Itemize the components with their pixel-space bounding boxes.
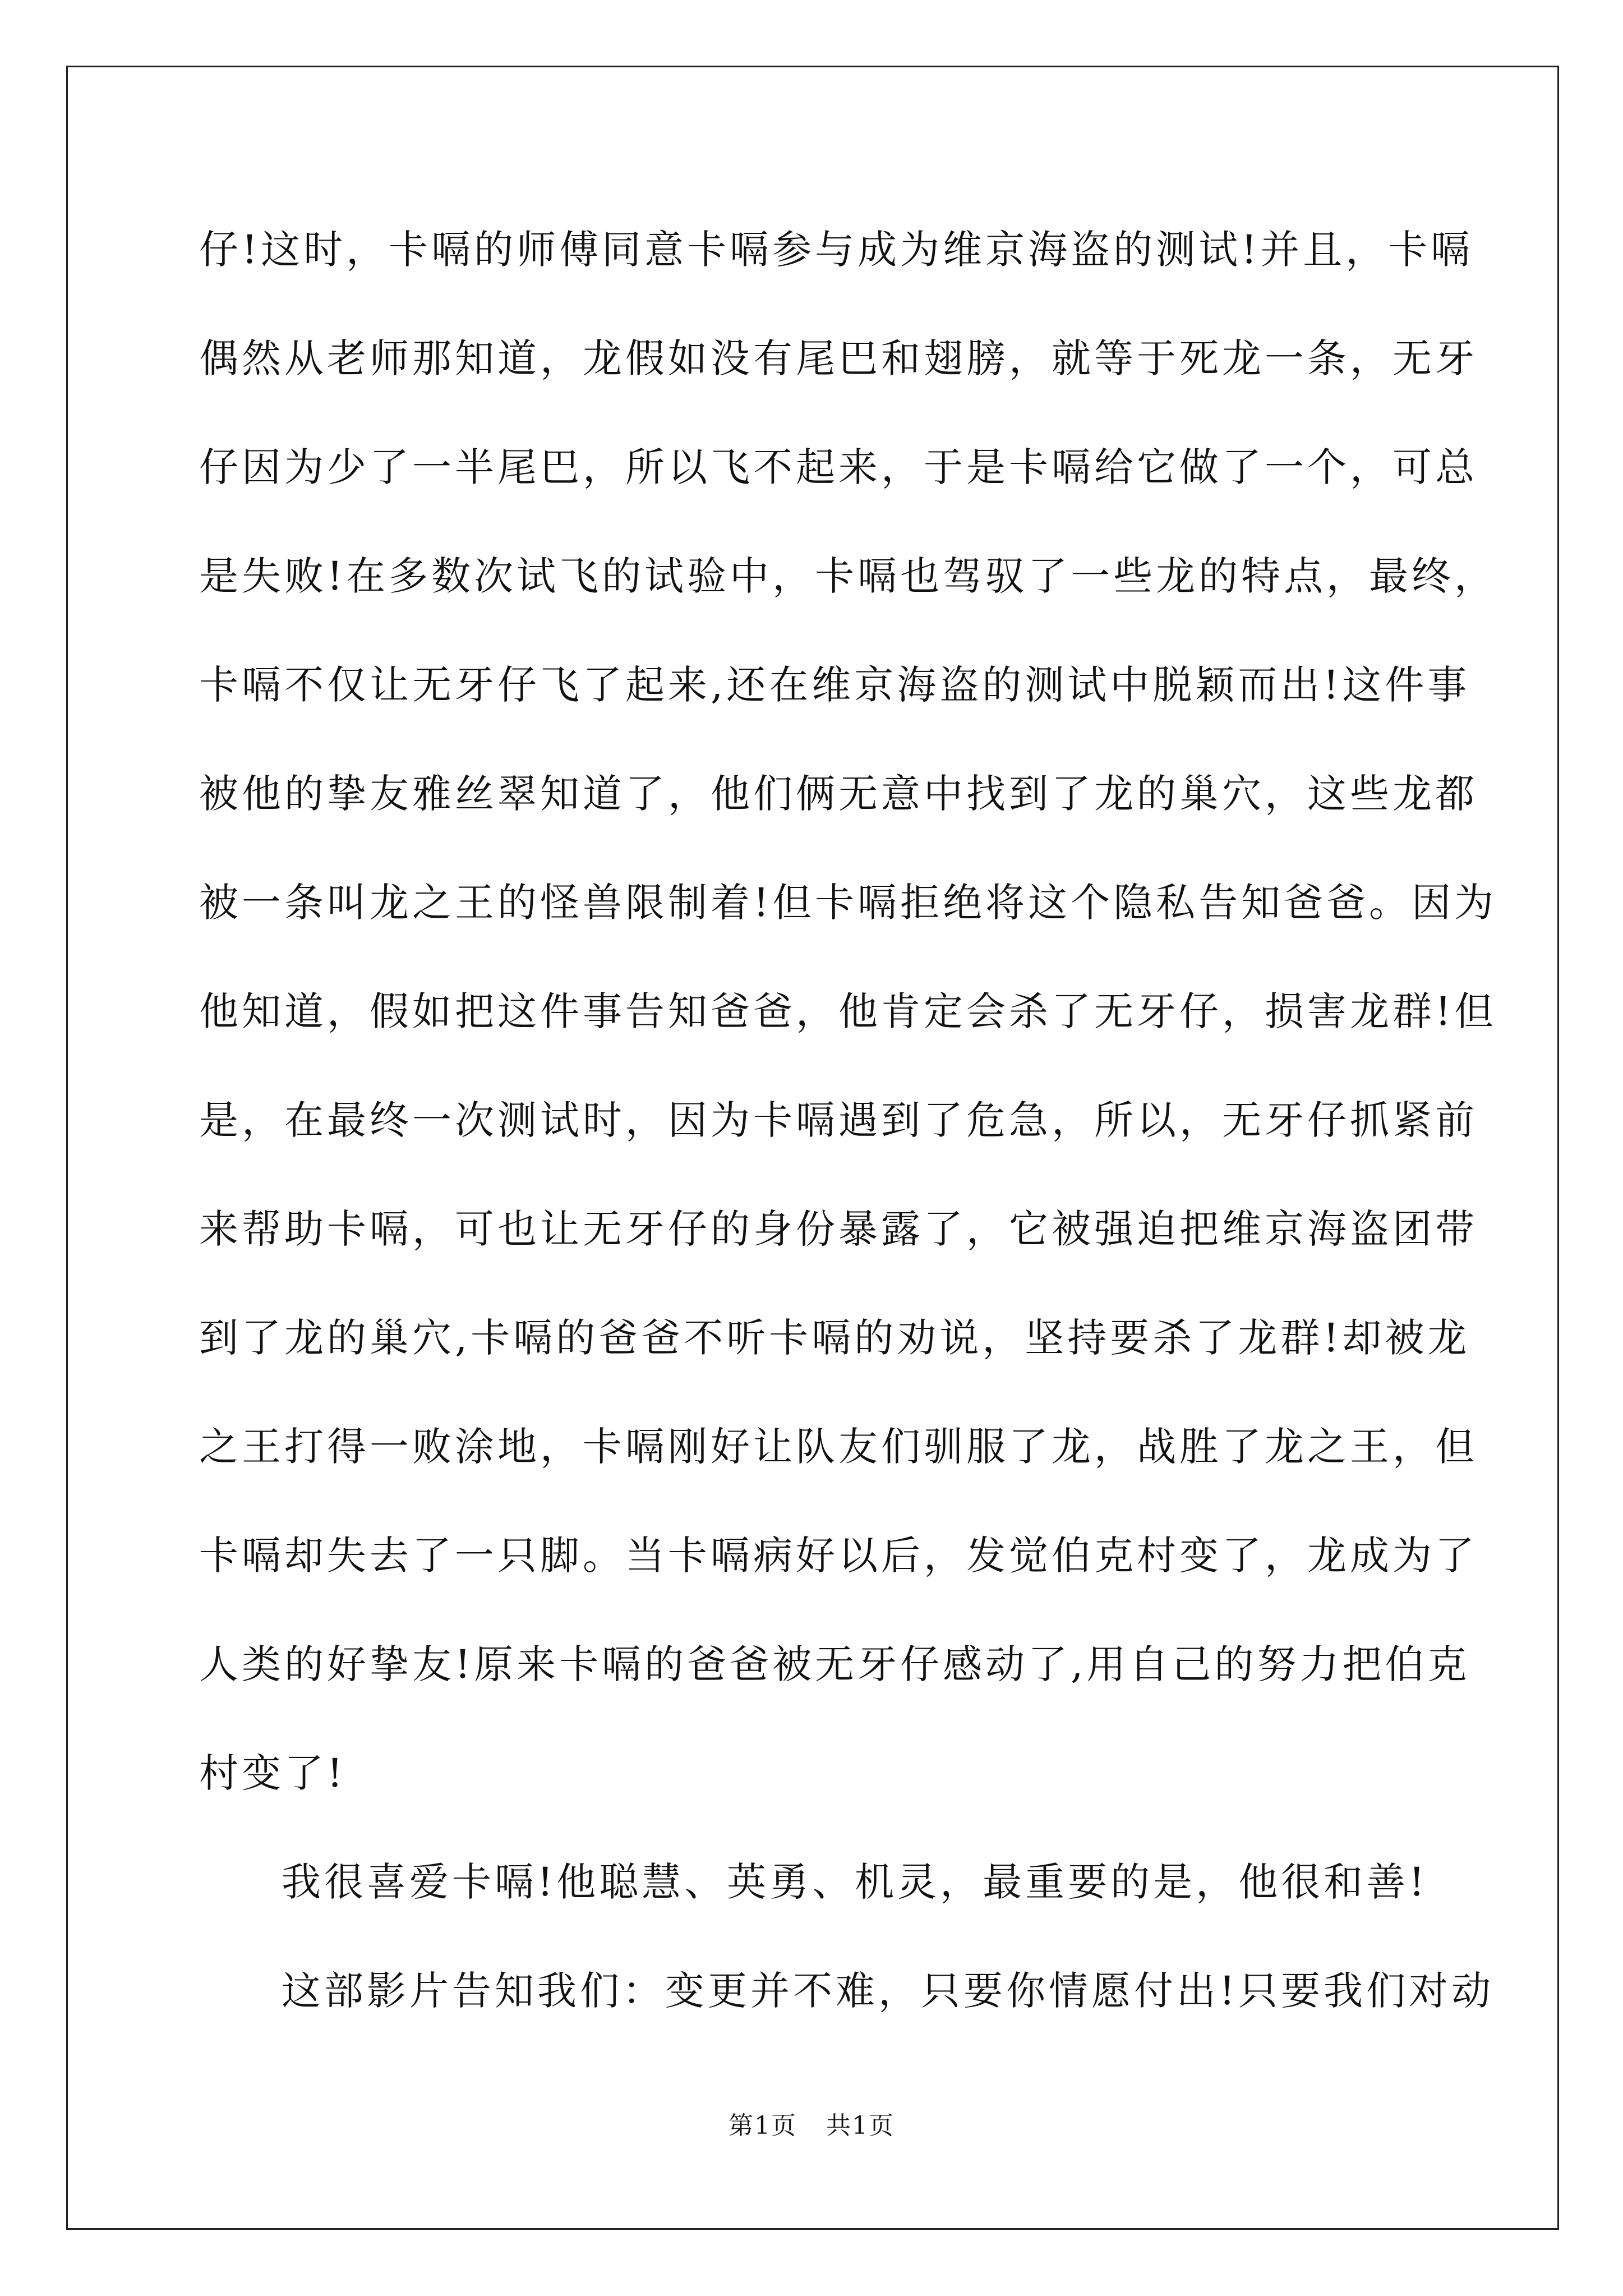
text-line: 仔因为少了一半尾巴，所以飞不起来，于是卡嗝给它做了一个，可总	[199, 444, 1478, 490]
paragraph-line: 这部影片告知我们：变更并不难，只要你情愿付出!只要我们对动	[282, 1968, 1495, 2014]
text-line: 来帮助卡嗝，可也让无牙仔的身份暴露了，它被强迫把维京海盗团带	[199, 1206, 1478, 1252]
text-line: 村变了!	[199, 1750, 347, 1796]
text-line: 卡嗝却失去了一只脚。当卡嗝病好以后，发觉伯克村变了，龙成为了	[199, 1533, 1478, 1579]
text-line: 到了龙的巢穴,卡嗝的爸爸不听卡嗝的劝说，坚持要杀了龙群!却被龙	[199, 1315, 1470, 1361]
text-line: 偶然从老师那知道，龙假如没有尾巴和翅膀，就等于死龙一条，无牙	[199, 335, 1478, 381]
page-footer	[0, 2109, 1623, 2143]
text-line: 是失败!在多数次试飞的试验中，卡嗝也驾驭了一些龙的特点，最终，	[199, 553, 1497, 599]
page-number: 第1页	[728, 2111, 797, 2140]
text-line: 人类的好挚友!原来卡嗝的爸爸被无牙仔感动了,用自己的努力把伯克	[199, 1641, 1470, 1687]
paragraph-line: 我很喜爱卡嗝!他聪慧、英勇、机灵，最重要的是，他很和善!	[282, 1859, 1428, 1905]
text-line: 被他的挚友雅丝翠知道了，他们俩无意中找到了龙的巢穴，这些龙都	[199, 771, 1478, 817]
text-line: 之王打得一败涂地，卡嗝刚好让队友们驯服了龙，战胜了龙之王，但	[199, 1424, 1478, 1470]
text-line: 被一条叫龙之王的怪兽限制着!但卡嗝拒绝将这个隐私告知爸爸。因为	[199, 880, 1497, 926]
text-line: 卡嗝不仅让无牙仔飞了起来,还在维京海盗的测试中脱颖而出!这件事	[199, 662, 1470, 708]
text-line: 他知道，假如把这件事告知爸爸，他肯定会杀了无牙仔，损害龙群!但	[199, 988, 1497, 1034]
text-line: 是，在最终一次测试时，因为卡嗝遇到了危急，所以，无牙仔抓紧前	[199, 1097, 1478, 1143]
page-total: 共1页	[826, 2111, 895, 2140]
text-line: 仔!这时，卡嗝的师傅同意卡嗝参与成为维京海盗的测试!并且，卡嗝	[199, 227, 1474, 273]
